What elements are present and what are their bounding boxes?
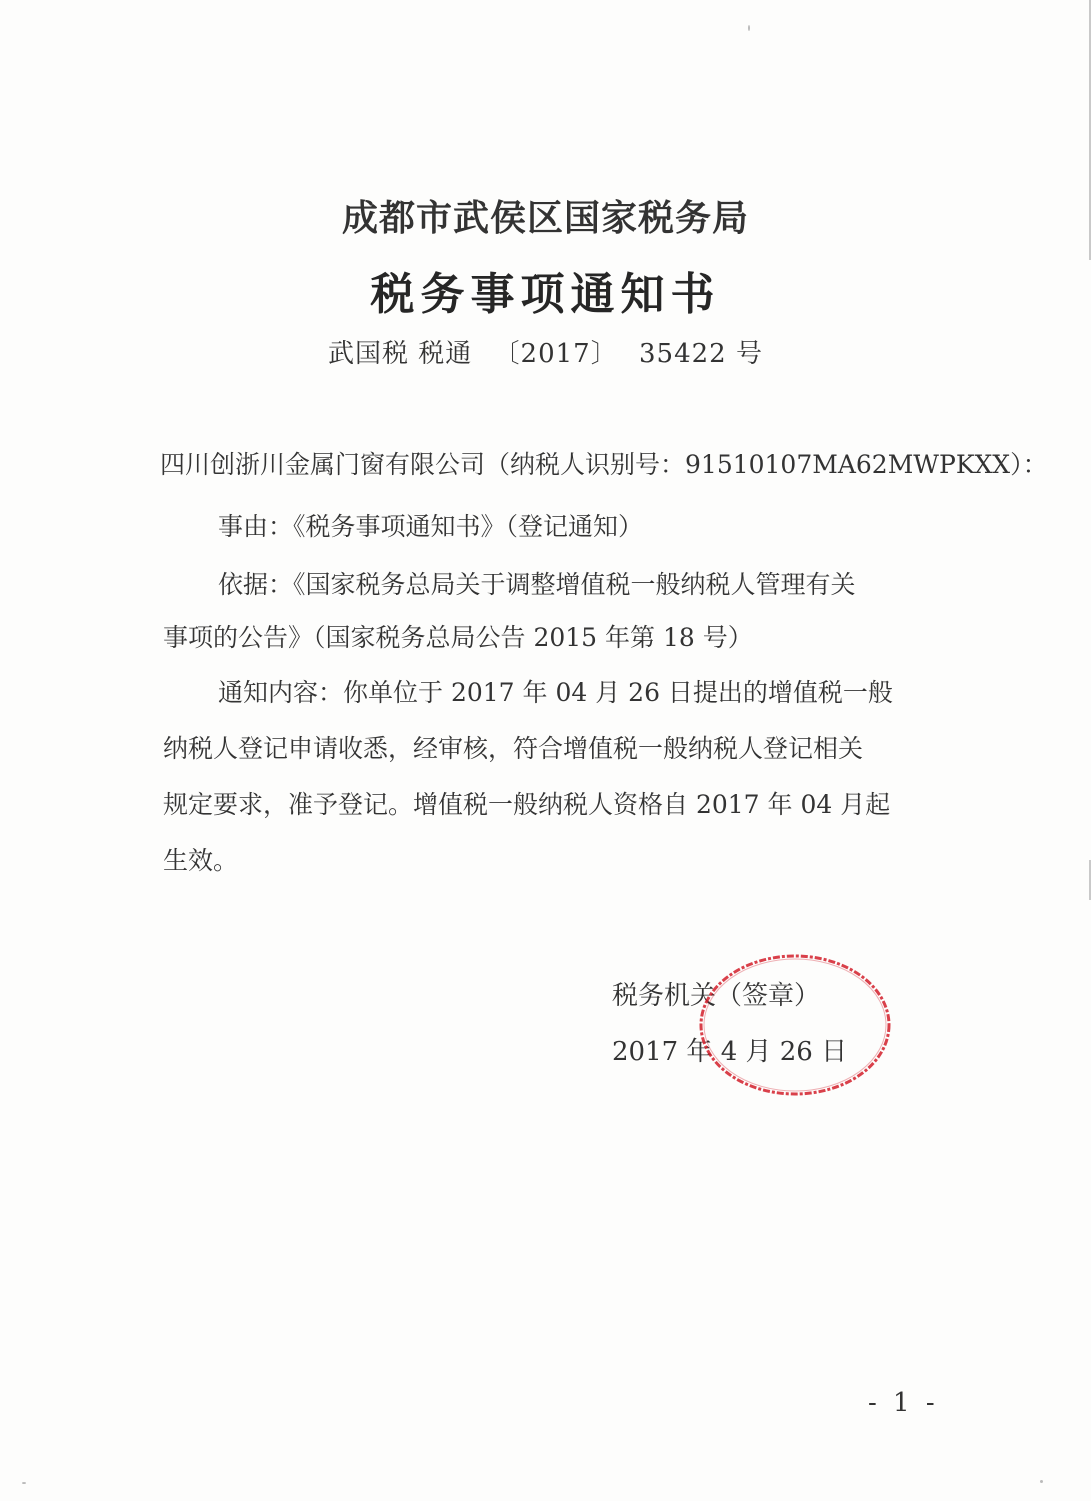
doc-number-serial: 35422 号 <box>638 339 763 369</box>
official-seal-stamp <box>697 953 893 1098</box>
issuing-authority: 成都市武侯区国家税务局 <box>341 197 749 239</box>
document-number <box>0 333 1091 370</box>
signature-authority-label: 税务机关（签章） <box>612 981 821 1011</box>
signature-date: 2017 年 4 月 26 日 <box>612 1037 848 1067</box>
page-number: - 1 - <box>868 1388 939 1418</box>
reason-line: 事由：《税务事项通知书》（登记通知） <box>218 512 644 541</box>
document-title: 税务事项通知书 <box>370 269 721 320</box>
recipient-line: 四川创浙川金属门窗有限公司（纳税人识别号：91510107MA62MWPKXX）： <box>160 450 1048 479</box>
scan-speck <box>22 1482 26 1484</box>
scan-speck <box>748 25 750 31</box>
basis-line-2: 事项的公告》（国家税务总局公告 2015 年第 18 号） <box>163 623 753 652</box>
doc-number-year: 〔2017〕 <box>493 339 618 369</box>
doc-number-prefix: 武国税 税通 <box>328 339 473 369</box>
notice-content-line-4: 生效。 <box>163 846 239 875</box>
notice-content-line-1: 通知内容：你单位于 2017 年 04 月 26 日提出的增值税一般 <box>218 678 893 707</box>
notice-content-line-2: 纳税人登记申请收悉，经审核，符合增值税一般纳税人登记相关 <box>163 734 864 763</box>
basis-line-1: 依据：《国家税务总局关于调整增值税一般纳税人管理有关 <box>218 570 856 599</box>
notice-content-line-3: 规定要求，准予登记。增值税一般纳税人资格自 2017 年 04 月起 <box>163 790 891 819</box>
scan-speck <box>1040 1480 1043 1483</box>
